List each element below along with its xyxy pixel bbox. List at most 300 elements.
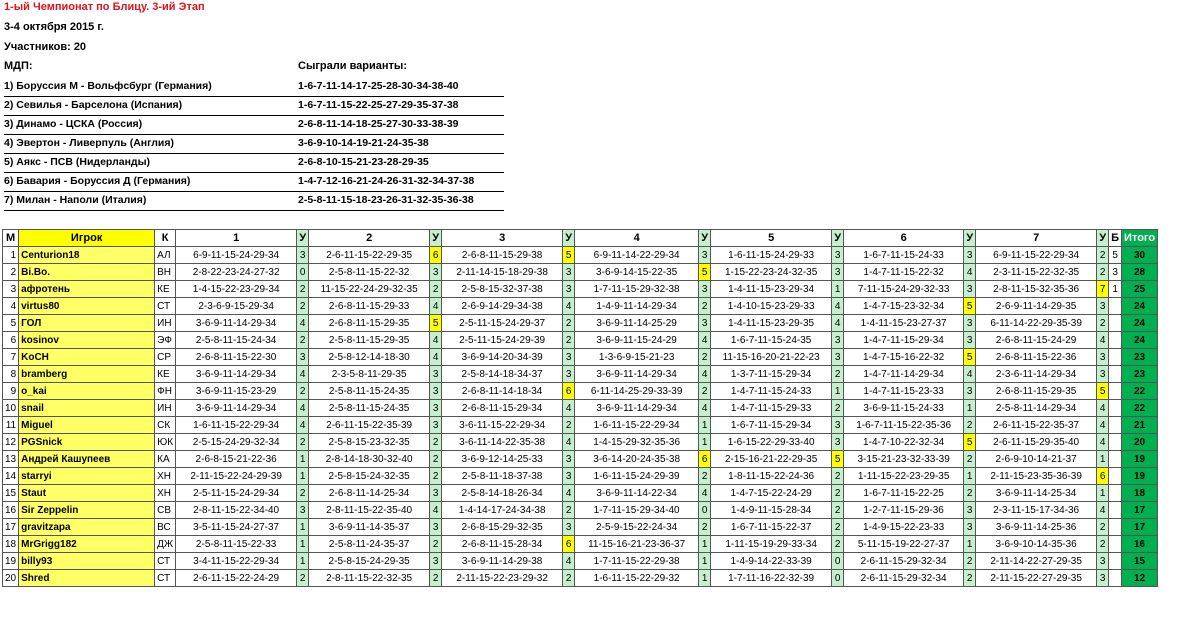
player-name-cell: ГОЛ	[19, 315, 155, 332]
variant-cell: 2-11-15-22-27-29-35	[976, 570, 1097, 587]
bonus-cell	[1109, 332, 1122, 349]
place-cell: 18	[3, 536, 19, 553]
score-cell: 4	[430, 332, 442, 349]
player-name-cell: snail	[19, 400, 155, 417]
variant-cell: 2-6-11-15-22-35-39	[309, 417, 430, 434]
score-cell: 3	[430, 400, 442, 417]
player-name-cell: o_kai	[19, 383, 155, 400]
variant-cell: 1-4-15-22-23-29-34	[176, 281, 297, 298]
score-cell: 2	[297, 485, 309, 502]
variant-cell: 1-7-11-16-22-32-39	[711, 570, 832, 587]
score-cell: 3	[430, 553, 442, 570]
table-row	[3, 383, 1158, 400]
table-row	[3, 519, 1158, 536]
variant-cell: 2-6-8-11-15-28-34	[442, 536, 563, 553]
score-cell: 2	[699, 298, 711, 315]
match-row	[4, 135, 504, 154]
variant-cell: 2-5-8-15-24-29-35	[309, 553, 430, 570]
score-cell: 2	[832, 502, 844, 519]
player-name-cell: Sir Zeppelin	[19, 502, 155, 519]
variant-cell: 2-5-9-15-22-24-34	[575, 519, 699, 536]
club-cell: КА	[155, 451, 176, 468]
player-name-cell: Shred	[19, 570, 155, 587]
bonus-cell	[1109, 349, 1122, 366]
variant-cell: 2-6-8-11-15-29-34	[442, 400, 563, 417]
score-cell: 0	[832, 553, 844, 570]
total-cell: 23	[1122, 366, 1158, 383]
score-cell: 1	[297, 468, 309, 485]
score-cell: 2	[430, 536, 442, 553]
results-table	[2, 229, 1158, 587]
variant-cell: 1-11-15-19-29-33-34	[711, 536, 832, 553]
score-cell: 3	[964, 519, 976, 536]
score-cell: 2	[430, 434, 442, 451]
variant-cell: 2-8-11-15-22-32-35	[309, 570, 430, 587]
score-cell: 2	[699, 468, 711, 485]
variant-cell: 3-6-9-11-15-24-29	[575, 332, 699, 349]
header-cell: Б	[1109, 230, 1122, 247]
match-row	[4, 97, 504, 116]
score-cell: 2	[563, 417, 575, 434]
variant-cell: 1-4-11-15-23-29-35	[711, 315, 832, 332]
player-name-cell: Bi.Bo.	[19, 264, 155, 281]
score-cell: 3	[297, 349, 309, 366]
match-name: 3) Динамо - ЦСКА (Россия)	[4, 118, 143, 130]
club-cell: СТ	[155, 570, 176, 587]
score-cell: 3	[964, 383, 976, 400]
score-cell: 3	[832, 417, 844, 434]
variant-cell: 6-11-14-22-29-35-39	[976, 315, 1097, 332]
table-row	[3, 502, 1158, 519]
score-cell: 6	[699, 451, 711, 468]
variant-cell: 11-15-22-24-29-32-35	[309, 281, 430, 298]
club-cell: ХН	[155, 468, 176, 485]
header-score: У	[1097, 230, 1109, 247]
club-cell: ЮК	[155, 434, 176, 451]
variant-cell: 2-6-8-15-21-22-36	[176, 451, 297, 468]
variant-cell: 2-6-9-11-14-29-35	[976, 298, 1097, 315]
variant-cell: 2-5-8-14-18-26-34	[442, 485, 563, 502]
variant-cell: 3-6-9-11-14-29-34	[176, 400, 297, 417]
score-cell: 4	[430, 502, 442, 519]
score-cell: 2	[563, 502, 575, 519]
variant-cell: 1-4-7-11-14-29-34	[844, 366, 964, 383]
variant-cell: 2-5-8-11-18-37-38	[442, 468, 563, 485]
score-cell: 1	[1097, 451, 1109, 468]
total-cell: 20	[1122, 434, 1158, 451]
score-cell: 2	[563, 315, 575, 332]
total-cell: 30	[1122, 247, 1158, 264]
variant-cell: 1-6-11-15-24-29-33	[711, 247, 832, 264]
score-cell: 2	[297, 298, 309, 315]
player-name-cell: PGSnick	[19, 434, 155, 451]
score-cell: 5	[964, 298, 976, 315]
variant-cell: 6-9-11-14-22-29-34	[575, 247, 699, 264]
table-row	[3, 264, 1158, 281]
variant-cell: 1-6-11-15-22-29-34	[575, 417, 699, 434]
header-cell: М	[3, 230, 19, 247]
variant-cell: 3-6-9-14-15-22-35	[575, 264, 699, 281]
variant-cell: 2-6-8-11-15-24-29	[976, 332, 1097, 349]
score-cell: 3	[699, 247, 711, 264]
bonus-cell	[1109, 485, 1122, 502]
header-cell: 6	[844, 230, 964, 247]
place-cell: 1	[3, 247, 19, 264]
score-cell: 5	[563, 247, 575, 264]
score-cell: 3	[430, 485, 442, 502]
place-cell: 19	[3, 553, 19, 570]
score-cell: 4	[297, 417, 309, 434]
score-cell: 2	[563, 332, 575, 349]
total-cell: 24	[1122, 332, 1158, 349]
variant-cell: 2-6-11-15-29-32-34	[844, 570, 964, 587]
variant-cell: 1-6-7-11-15-29-34	[711, 417, 832, 434]
score-cell: 3	[297, 502, 309, 519]
table-header-row	[3, 230, 1158, 247]
score-cell: 1	[964, 468, 976, 485]
total-cell: 16	[1122, 536, 1158, 553]
score-cell: 5	[430, 315, 442, 332]
variant-cell: 1-4-7-15-16-22-32	[844, 349, 964, 366]
variant-cell: 1-4-9-14-22-33-39	[711, 553, 832, 570]
document-title: 1-ый Чемпионат по Блицу. 3-ий Этап	[4, 1, 205, 13]
variant-cell: 1-4-7-11-15-29-34	[844, 332, 964, 349]
place-cell: 7	[3, 349, 19, 366]
score-cell: 1	[699, 434, 711, 451]
variant-cell: 6-9-11-15-24-29-34	[176, 247, 297, 264]
variant-cell: 2-6-11-15-29-35-40	[976, 434, 1097, 451]
player-name-cell: Staut	[19, 485, 155, 502]
mdp-label: МДП:	[4, 60, 33, 72]
score-cell: 3	[964, 247, 976, 264]
variant-cell: 3-6-9-10-14-35-36	[976, 536, 1097, 553]
club-cell: СР	[155, 349, 176, 366]
score-cell: 5	[964, 434, 976, 451]
player-name-cell: афротень	[19, 281, 155, 298]
match-name: 5) Аякс - ПСВ (Нидерланды)	[4, 156, 151, 168]
table-row	[3, 553, 1158, 570]
variant-cell: 1-6-7-11-15-22-37	[711, 519, 832, 536]
match-row	[4, 116, 504, 135]
score-cell: 2	[1097, 315, 1109, 332]
score-cell: 3	[430, 264, 442, 281]
score-cell: 3	[1097, 553, 1109, 570]
club-cell: ВС	[155, 519, 176, 536]
score-cell: 3	[430, 417, 442, 434]
score-cell: 3	[964, 281, 976, 298]
score-cell: 0	[297, 264, 309, 281]
score-cell: 2	[297, 570, 309, 587]
place-cell: 10	[3, 400, 19, 417]
score-cell: 2	[1097, 519, 1109, 536]
total-cell: 28	[1122, 264, 1158, 281]
participants-count: Участников: 20	[4, 41, 87, 53]
variant-cell: 2-6-11-15-29-32-34	[844, 553, 964, 570]
total-cell: 21	[1122, 417, 1158, 434]
place-cell: 3	[3, 281, 19, 298]
header-total: Итого	[1122, 230, 1158, 247]
variant-cell: 1-8-11-15-22-24-36	[711, 468, 832, 485]
variant-cell: 1-4-7-15-23-32-34	[844, 298, 964, 315]
place-cell: 16	[3, 502, 19, 519]
club-cell: СВ	[155, 502, 176, 519]
score-cell: 2	[964, 417, 976, 434]
score-cell: 2	[1097, 247, 1109, 264]
variant-cell: 1-7-11-15-29-32-38	[575, 281, 699, 298]
bonus-cell	[1109, 553, 1122, 570]
variant-cell: 1-11-15-22-23-29-35	[844, 468, 964, 485]
variant-cell: 11-15-16-21-23-36-37	[575, 536, 699, 553]
variant-cell: 2-8-11-15-32-35-36	[976, 281, 1097, 298]
table-row	[3, 570, 1158, 587]
variant-cell: 1-6-11-15-24-29-39	[575, 468, 699, 485]
variant-cell: 2-5-8-15-32-37-38	[442, 281, 563, 298]
score-cell: 3	[297, 247, 309, 264]
score-cell: 3	[1097, 298, 1109, 315]
score-cell: 4	[964, 366, 976, 383]
bonus-cell	[1109, 400, 1122, 417]
score-cell: 4	[563, 485, 575, 502]
bonus-cell	[1109, 366, 1122, 383]
variant-cell: 2-11-15-22-24-29-39	[176, 468, 297, 485]
variant-cell: 2-6-11-15-22-24-29	[176, 570, 297, 587]
club-cell: ЭФ	[155, 332, 176, 349]
score-cell: 4	[297, 315, 309, 332]
total-cell: 12	[1122, 570, 1158, 587]
variant-cell: 2-8-22-23-24-27-32	[176, 264, 297, 281]
player-name-cell: Centurion18	[19, 247, 155, 264]
match-name: 7) Милан - Наполи (Италия)	[4, 194, 147, 206]
player-name-cell: bramberg	[19, 366, 155, 383]
score-cell: 6	[563, 383, 575, 400]
variant-cell: 2-6-8-11-15-29-35	[976, 383, 1097, 400]
score-cell: 6	[1097, 468, 1109, 485]
table-row	[3, 536, 1158, 553]
variant-cell: 2-8-11-15-22-35-40	[309, 502, 430, 519]
score-cell: 4	[832, 298, 844, 315]
header-score: У	[297, 230, 309, 247]
match-variants: 1-6-7-11-14-17-25-28-30-34-38-40	[298, 80, 459, 92]
variant-cell: 1-4-11-15-23-29-34	[711, 281, 832, 298]
score-cell: 2	[964, 451, 976, 468]
club-cell: КЕ	[155, 281, 176, 298]
score-cell: 5	[699, 264, 711, 281]
score-cell: 3	[563, 281, 575, 298]
variant-cell: 3-6-9-11-14-29-34	[575, 366, 699, 383]
variant-cell: 2-3-6-9-15-29-34	[176, 298, 297, 315]
header-cell: 2	[309, 230, 430, 247]
variant-cell: 1-4-7-11-15-22-32	[844, 264, 964, 281]
player-name-cell: gravitzapa	[19, 519, 155, 536]
club-cell: ИН	[155, 315, 176, 332]
club-cell: СК	[155, 417, 176, 434]
variant-cell: 2-3-5-8-11-29-35	[309, 366, 430, 383]
header-score: У	[699, 230, 711, 247]
variant-cell: 2-6-8-11-15-29-35	[309, 315, 430, 332]
total-cell: 22	[1122, 383, 1158, 400]
variant-cell: 1-4-7-11-15-29-33	[711, 400, 832, 417]
club-cell: СТ	[155, 553, 176, 570]
variant-cell: 3-6-9-11-14-25-29	[575, 315, 699, 332]
player-name-cell: kosinov	[19, 332, 155, 349]
place-cell: 2	[3, 264, 19, 281]
event-date: 3-4 октября 2015 г.	[4, 21, 104, 33]
total-cell: 15	[1122, 553, 1158, 570]
score-cell: 1	[297, 553, 309, 570]
variant-cell: 1-7-11-15-22-29-38	[575, 553, 699, 570]
variant-cell: 2-6-8-11-15-22-30	[176, 349, 297, 366]
club-cell: ИН	[155, 400, 176, 417]
score-cell: 4	[297, 400, 309, 417]
score-cell: 3	[964, 502, 976, 519]
place-cell: 11	[3, 417, 19, 434]
total-cell: 19	[1122, 468, 1158, 485]
score-cell: 2	[563, 570, 575, 587]
score-cell: 4	[699, 400, 711, 417]
variant-cell: 2-11-15-23-35-36-39	[976, 468, 1097, 485]
match-row	[4, 192, 504, 211]
score-cell: 1	[832, 281, 844, 298]
score-cell: 2	[699, 349, 711, 366]
variant-cell: 2-11-14-22-27-29-35	[976, 553, 1097, 570]
variant-cell: 2-5-8-11-15-24-35	[309, 383, 430, 400]
variant-cell: 6-11-14-25-29-33-39	[575, 383, 699, 400]
total-cell: 24	[1122, 298, 1158, 315]
score-cell: 4	[699, 332, 711, 349]
variant-cell: 3-6-9-11-14-25-34	[976, 485, 1097, 502]
match-name: 1) Боруссия М - Вольфсбург (Германия)	[4, 80, 212, 92]
score-cell: 4	[430, 298, 442, 315]
score-cell: 2	[699, 519, 711, 536]
score-cell: 2	[964, 570, 976, 587]
variant-cell: 2-5-8-11-15-24-34	[176, 332, 297, 349]
score-cell: 6	[430, 247, 442, 264]
place-cell: 17	[3, 519, 19, 536]
score-cell: 3	[832, 264, 844, 281]
variant-cell: 2-6-8-11-15-22-36	[976, 349, 1097, 366]
header-cell: 3	[442, 230, 563, 247]
score-cell: 4	[1097, 434, 1109, 451]
place-cell: 15	[3, 485, 19, 502]
variant-cell: 2-6-8-11-14-18-34	[442, 383, 563, 400]
table-row	[3, 434, 1158, 451]
table-row	[3, 247, 1158, 264]
score-cell: 2	[832, 485, 844, 502]
variant-cell: 3-6-9-11-14-29-34	[176, 366, 297, 383]
score-cell: 1	[832, 383, 844, 400]
bonus-cell	[1109, 383, 1122, 400]
bonus-cell: 5	[1109, 247, 1122, 264]
header-score: У	[563, 230, 575, 247]
score-cell: 2	[832, 519, 844, 536]
score-cell: 3	[832, 247, 844, 264]
score-cell: 2	[430, 570, 442, 587]
score-cell: 5	[1097, 383, 1109, 400]
variant-cell: 2-11-15-22-23-29-32	[442, 570, 563, 587]
variant-cell: 2-11-14-15-18-29-38	[442, 264, 563, 281]
variant-cell: 1-6-15-22-29-33-40	[711, 434, 832, 451]
table-row	[3, 451, 1158, 468]
match-variants: 1-6-7-11-15-22-25-27-29-35-37-38	[298, 99, 459, 111]
bonus-cell	[1109, 434, 1122, 451]
variant-cell: 1-4-9-15-22-23-33	[844, 519, 964, 536]
variant-cell: 2-5-11-15-24-29-37	[442, 315, 563, 332]
variant-cell: 3-6-9-11-14-29-34	[575, 400, 699, 417]
variant-cell: 1-4-11-15-23-27-37	[844, 315, 964, 332]
table-row	[3, 468, 1158, 485]
score-cell: 2	[430, 451, 442, 468]
table-row	[3, 366, 1158, 383]
score-cell: 4	[1097, 332, 1109, 349]
total-cell: 17	[1122, 502, 1158, 519]
score-cell: 4	[563, 434, 575, 451]
bonus-cell	[1109, 468, 1122, 485]
variant-cell: 2-5-8-11-15-22-33	[176, 536, 297, 553]
score-cell: 2	[832, 468, 844, 485]
score-cell: 3	[964, 315, 976, 332]
header-score: У	[430, 230, 442, 247]
score-cell: 2	[297, 281, 309, 298]
score-cell: 1	[1097, 485, 1109, 502]
variant-cell: 3-6-9-11-15-23-29	[176, 383, 297, 400]
club-cell: ДЖ	[155, 536, 176, 553]
header-player: Игрок	[19, 230, 155, 247]
score-cell: 3	[699, 315, 711, 332]
player-name-cell: billy93	[19, 553, 155, 570]
score-cell: 1	[297, 536, 309, 553]
club-cell: АЛ	[155, 247, 176, 264]
club-cell: ХН	[155, 485, 176, 502]
variant-cell: 3-6-11-14-22-35-38	[442, 434, 563, 451]
score-cell: 2	[430, 281, 442, 298]
variant-cell: 2-5-8-11-15-24-35	[309, 400, 430, 417]
total-cell: 25	[1122, 281, 1158, 298]
table-row	[3, 400, 1158, 417]
match-name: 6) Бавария - Боруссия Д (Германия)	[4, 175, 191, 187]
variant-cell: 11-15-16-20-21-22-23	[711, 349, 832, 366]
score-cell: 3	[832, 332, 844, 349]
score-cell: 4	[1097, 400, 1109, 417]
header-cell: К	[155, 230, 176, 247]
bonus-cell	[1109, 570, 1122, 587]
table-row	[3, 349, 1158, 366]
variant-cell: 2-5-8-11-15-29-35	[309, 332, 430, 349]
variants-label: Сыграли варианты:	[298, 60, 407, 72]
place-cell: 8	[3, 366, 19, 383]
variant-cell: 3-6-14-20-24-35-38	[575, 451, 699, 468]
score-cell: 2	[832, 400, 844, 417]
header-cell: 4	[575, 230, 699, 247]
place-cell: 20	[3, 570, 19, 587]
club-cell: СТ	[155, 298, 176, 315]
match-variants: 2-5-8-11-15-18-23-26-31-32-35-36-38	[298, 194, 474, 206]
variant-cell: 1-7-11-15-29-34-40	[575, 502, 699, 519]
variant-cell: 1-4-14-17-24-34-38	[442, 502, 563, 519]
variant-cell: 2-5-8-14-18-34-37	[442, 366, 563, 383]
variant-cell: 1-4-7-11-15-23-33	[844, 383, 964, 400]
variant-cell: 1-6-7-11-15-22-25	[844, 485, 964, 502]
bonus-cell	[1109, 315, 1122, 332]
bonus-cell: 1	[1109, 281, 1122, 298]
score-cell: 1	[964, 400, 976, 417]
score-cell: 3	[832, 349, 844, 366]
total-cell: 19	[1122, 451, 1158, 468]
score-cell: 1	[699, 570, 711, 587]
variant-cell: 2-6-8-15-29-32-35	[442, 519, 563, 536]
variant-cell: 1-3-7-11-15-29-34	[711, 366, 832, 383]
variant-cell: 3-4-11-15-22-29-34	[176, 553, 297, 570]
score-cell: 2	[430, 468, 442, 485]
